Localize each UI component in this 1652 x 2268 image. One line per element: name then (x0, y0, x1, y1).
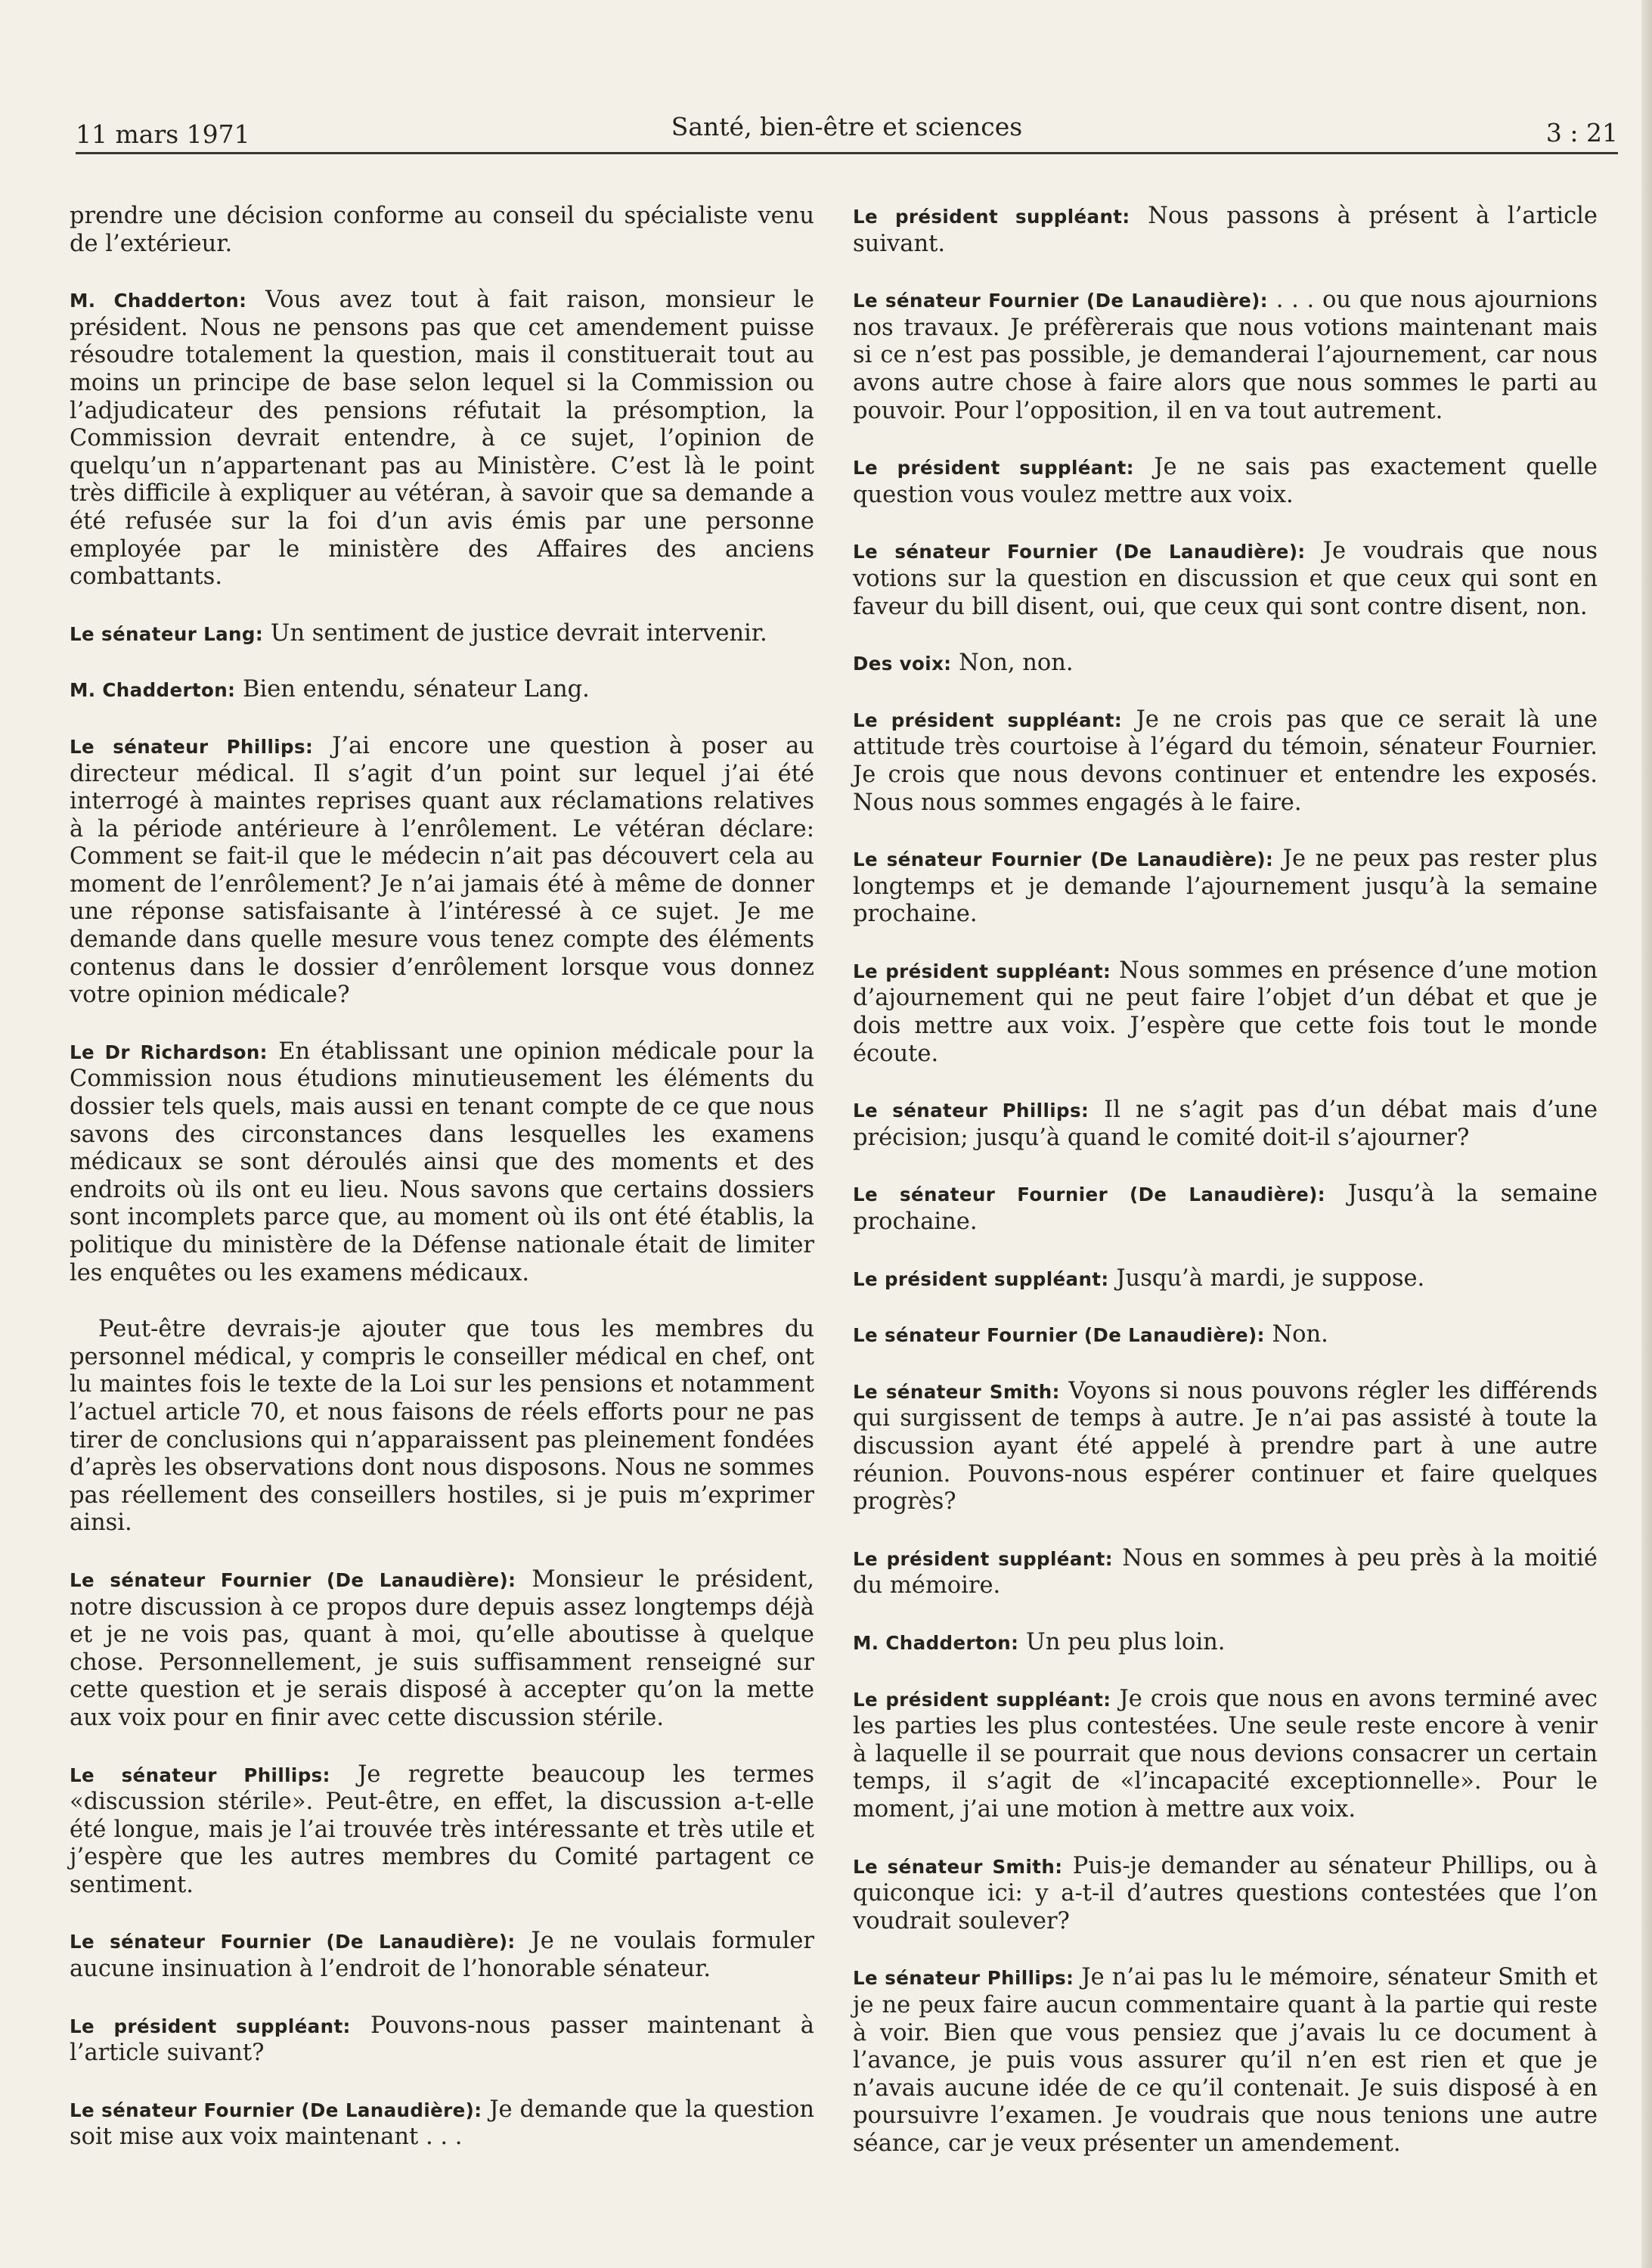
paragraph-text: Voyons si nous pouvons régler les différends qui surgissent de temps à autre. Je n’ai pas assisté à toute la discussion ayant été appelé à prendre part à une autre réunion. Pouvons-nous espérer continuer et faire quelques progrès? (853, 1377, 1598, 1516)
paragraph-text: Je ne crois pas que ce serait là une attitude très courtoise à l’égard du témoin, sénateur Fournier. Je crois que nous devons continuer et entendre les exposés. Nous nous sommes engagés à le faire. (853, 706, 1598, 816)
paragraph-text: Je n’ai pas lu le mémoire, sénateur Smith et je ne peux faire aucun commentaire quant à la partie qui reste à voir. Bien que vous pensiez que j’avais lu ce document à l’avance, je puis vous assurer qu’il n’en est rien et que je n’avais aucune idée de ce qu’il contenait. Je suis disposé à en poursuivre l’examen. Je voudrais que nous tenions une autre séance, car je veux présenter un amendement. (853, 1964, 1598, 2157)
speaker-name: Le président suppléant: (70, 2015, 351, 2037)
paragraph (70, 2012, 814, 2068)
speaker-name: M. Chadderton: (70, 290, 247, 312)
paragraph-text: Pouvons-nous passer maintenant à l’article suivant? (70, 2012, 814, 2067)
paragraph-text: Je ne peux pas rester plus longtemps et je demande l’ajournement jusqu’à la semaine prochaine. (853, 845, 1598, 928)
speaker-name: Le Dr Richardson: (70, 1041, 268, 1063)
speaker-name: Le sénateur Fournier (De Lanaudière): (853, 1324, 1265, 1347)
speaker-name: Le sénateur Smith: (853, 1380, 1060, 1403)
paragraph-text: Non, non. (959, 650, 1074, 677)
right-column (853, 203, 1598, 2186)
paragraph-text: Je ne voulais formuler aucune insinuation à l’endroit de l’honorable sénateur. (70, 1928, 814, 1983)
paragraph-text: . . . ou que nous ajournions nos travaux. Je préfèrerais que nous votions maintenant mais si ce n’est pas possible, je demanderai l’ajournement, car nous avons autre chose à faire alors que nous sommes le parti au pouvoir. Pour l’opposition, il en va tout autrement. (853, 287, 1598, 424)
paragraph (70, 620, 814, 648)
paragraph (853, 454, 1598, 509)
paragraph (853, 1686, 1598, 1824)
paragraph-text: Non. (1272, 1321, 1328, 1348)
paragraph (853, 957, 1598, 1068)
speaker-name: Le sénateur Fournier (De Lanaudière): (70, 1931, 516, 1953)
speaker-name: Le sénateur Phillips: (70, 735, 314, 758)
speaker-name: Le président suppléant: (853, 960, 1111, 982)
speaker-name: Le sénateur Fournier (De Lanaudière): (70, 2099, 482, 2121)
paragraph (70, 203, 814, 258)
paragraph (70, 733, 814, 1010)
paragraph (853, 287, 1598, 425)
paragraph-text: Jusqu’à la semaine prochaine. (853, 1181, 1598, 1236)
speaker-name: Le sénateur Phillips: (853, 1100, 1089, 1122)
paragraph (853, 1545, 1598, 1600)
header-date: 11 mars 1971 (76, 119, 250, 149)
paragraph (70, 1566, 814, 1733)
paragraph (853, 1097, 1598, 1152)
paragraph-text: Vous avez tout à fait raison, monsieur le président. Nous ne pensons pas que cet amendement puisse résoudre totalement la question, mais il constituerait tout au moins un principe de base selon lequel si la Commission ou l’adjudicateur des pensions réfutait la présomption, la Commission devrait entendre, à ce sujet, l’opinion de quelqu’un n’appartenant pas au Ministère. C’est là le point très difficile à expliquer au vétéran, à savoir que sa demande a été refusée sur la foi d’un avis émis par une personne employée par le ministère des Affaires des anciens combattants. (70, 287, 814, 591)
header-rule (76, 152, 1618, 154)
paragraph (853, 1378, 1598, 1516)
speaker-name: Le président suppléant: (853, 1547, 1113, 1570)
speaker-name: Des voix: (853, 653, 952, 675)
paragraph-text: Je demande que la question soit mise aux voix maintenant . . . (70, 2096, 814, 2151)
paragraph (853, 1321, 1598, 1349)
paragraph-text: Nous en sommes à peu près à la moitié du mémoire. (853, 1544, 1598, 1599)
paragraph (70, 1928, 814, 1983)
paragraph (853, 1853, 1598, 1936)
paragraph (70, 1761, 814, 1900)
paragraph (853, 706, 1598, 817)
paragraph-text: Puis-je demander au sénateur Phillips, ou à quiconque ici: y a-t-il d’autres questions contestées que l’on voudrait soulever? (853, 1852, 1598, 1934)
paragraph (853, 650, 1598, 678)
speaker-name: Le président suppléant: (853, 1267, 1109, 1290)
speaker-name: Le président suppléant: (853, 1688, 1111, 1711)
paragraph (853, 1964, 1598, 2158)
paragraph-text: Je voudrais que nous votions sur la question en discussion et que ceux qui sont en faveur du bill disent, oui, que ceux qui sont contre disent, non. (853, 538, 1598, 620)
speaker-name: Le sénateur Fournier (De Lanaudière): (853, 541, 1306, 563)
paragraph (853, 1265, 1598, 1293)
speaker-name: Le sénateur Phillips: (853, 1967, 1074, 1990)
paragraph-text: Je regrette beaucoup les termes «discussion stérile». Peut-être, en effet, la discussion a-t-elle été longue, mais je l’ai trouvée très intéressante et très utile et j’espère que les autres membres du Comité partagent ce sentiment. (70, 1761, 815, 1898)
speaker-name: Le président suppléant: (853, 206, 1130, 228)
paragraph-text: Nous passons à présent à l’article suivant. (853, 203, 1598, 257)
paragraph-text: Bien entendu, sénateur Lang. (243, 676, 590, 703)
paragraph (70, 287, 814, 591)
paragraph (853, 203, 1598, 258)
speaker-name: Le sénateur Fournier (De Lanaudière): (853, 290, 1268, 312)
paragraph-text: prendre une décision conforme au conseil du spécialiste venu de l’extérieur. (70, 203, 814, 257)
paragraph (853, 845, 1598, 929)
paragraph-text: Je crois que nous en avons terminé avec les parties les plus contestées. Une seule reste encore à venir à laquelle il se pourrait que nous devions consacrer un certain temps, il s’agit de «l’incapacité exceptionnelle». Pour le moment, j’ai une motion à mettre aux voix. (853, 1685, 1598, 1823)
scan-edge (1641, 0, 1652, 2268)
page-header (76, 112, 1618, 150)
speaker-name: M. Chadderton: (70, 679, 236, 702)
paragraph (853, 538, 1598, 621)
paragraph-text: J’ai encore une question à poser au directeur médical. Il s’agit d’un point sur lequel j’ai été interrogé à maintes reprises quant aux réclamations relatives à la période antérieure à l’enrôlement. Le vétéran déclare: Comment se fait-il que le médecin n’ait pas découvert cela au moment de l’enrôlement? Je n’ai jamais été à même de donner une réponse satisfaisante à l’intéressé à ce sujet. Je me demande dans quelle mesure vous tenez compte des éléments contenus dans le dossier d’enrôlement lorsque vous donnez votre opinion médicale? (70, 732, 815, 1009)
speaker-name: Le sénateur Fournier (De Lanaudière): (853, 1184, 1325, 1206)
speaker-name: Le sénateur Fournier (De Lanaudière): (853, 849, 1274, 871)
header-title: Santé, bien-être et sciences (671, 112, 1023, 141)
paragraph-text: Un sentiment de justice devrait intervenir. (270, 619, 767, 647)
paragraph (70, 1038, 814, 1287)
paragraph-text: Il ne s’agit pas d’un débat mais d’une précision; jusqu’à quand le comité doit-il s’ajourner? (853, 1097, 1598, 1151)
speaker-name: Le sénateur Smith: (853, 1855, 1063, 1878)
paragraph (853, 1181, 1598, 1236)
paragraph (853, 1629, 1598, 1657)
speaker-name: Le sénateur Fournier (De Lanaudière): (70, 1568, 516, 1591)
speaker-name: M. Chadderton: (853, 1631, 1019, 1654)
paragraph-text: En établissant une opinion médicale pour la Commission nous étudions minutieusement les éléments du dossier tels quels, mais aussi en tenant compte de ce que nous savons des circonstances dans lesquelles les examens médicaux se sont déroulés ainsi que des moments et des endroits où ils ont eu lieu. Nous savons que certains dossiers sont incomplets parce que, au moment où ils ont été établis, la politique du ministère de la Défense nationale était de limiter les enquêtes ou les examens médicaux. (70, 1038, 814, 1286)
speaker-name: Le président suppléant: (853, 457, 1134, 479)
paragraph (70, 2096, 814, 2152)
speaker-name: Le président suppléant: (853, 709, 1123, 731)
paragraph-text: Peut-être devrais-je ajouter que tous les membres du personnel médical, y compris le conseiller médical en chef, ont lu maintes fois le texte de la Loi sur les pensions et notamment l’actuel article 70, et nous faisons de réels efforts pour ne pas tirer de conclusions qui n’apparaissent pas pleinement fondées d’après les observations dont nous disposons. Nous ne sommes pas réellement des conseillers hostiles, si je puis m’exprimer ainsi. (70, 1316, 814, 1537)
paragraph-text: Monsieur le président, notre discussion à ce propos dure depuis assez longtemps déjà et je ne vois pas, quant à moi, qu’elle aboutisse à quelque chose. Personnellement, je suis suffisamment renseigné sur cette question et je serais disposé à accepter qu’on la mette aux voix pour en finir avec cette discussion stérile. (70, 1565, 814, 1731)
header-page-number: 3 : 21 (1545, 118, 1618, 147)
left-column (70, 203, 814, 2180)
paragraph-text: Nous sommes en présence d’une motion d’ajournement qui ne peut faire l’objet d’un débat et que je dois mettre aux voix. J’espère que cette fois tout le monde écoute. (853, 957, 1598, 1067)
paragraph-text: Je ne sais pas exactement quelle question vous voulez mettre aux voix. (853, 454, 1598, 508)
paragraph-text: Jusqu’à mardi, je suppose. (1116, 1264, 1425, 1292)
paragraph (70, 676, 814, 704)
speaker-name: Le sénateur Phillips: (70, 1764, 330, 1786)
speaker-name: Le sénateur Lang: (70, 622, 264, 645)
paragraph-text: Un peu plus loin. (1026, 1628, 1226, 1655)
paragraph (70, 1316, 814, 1537)
